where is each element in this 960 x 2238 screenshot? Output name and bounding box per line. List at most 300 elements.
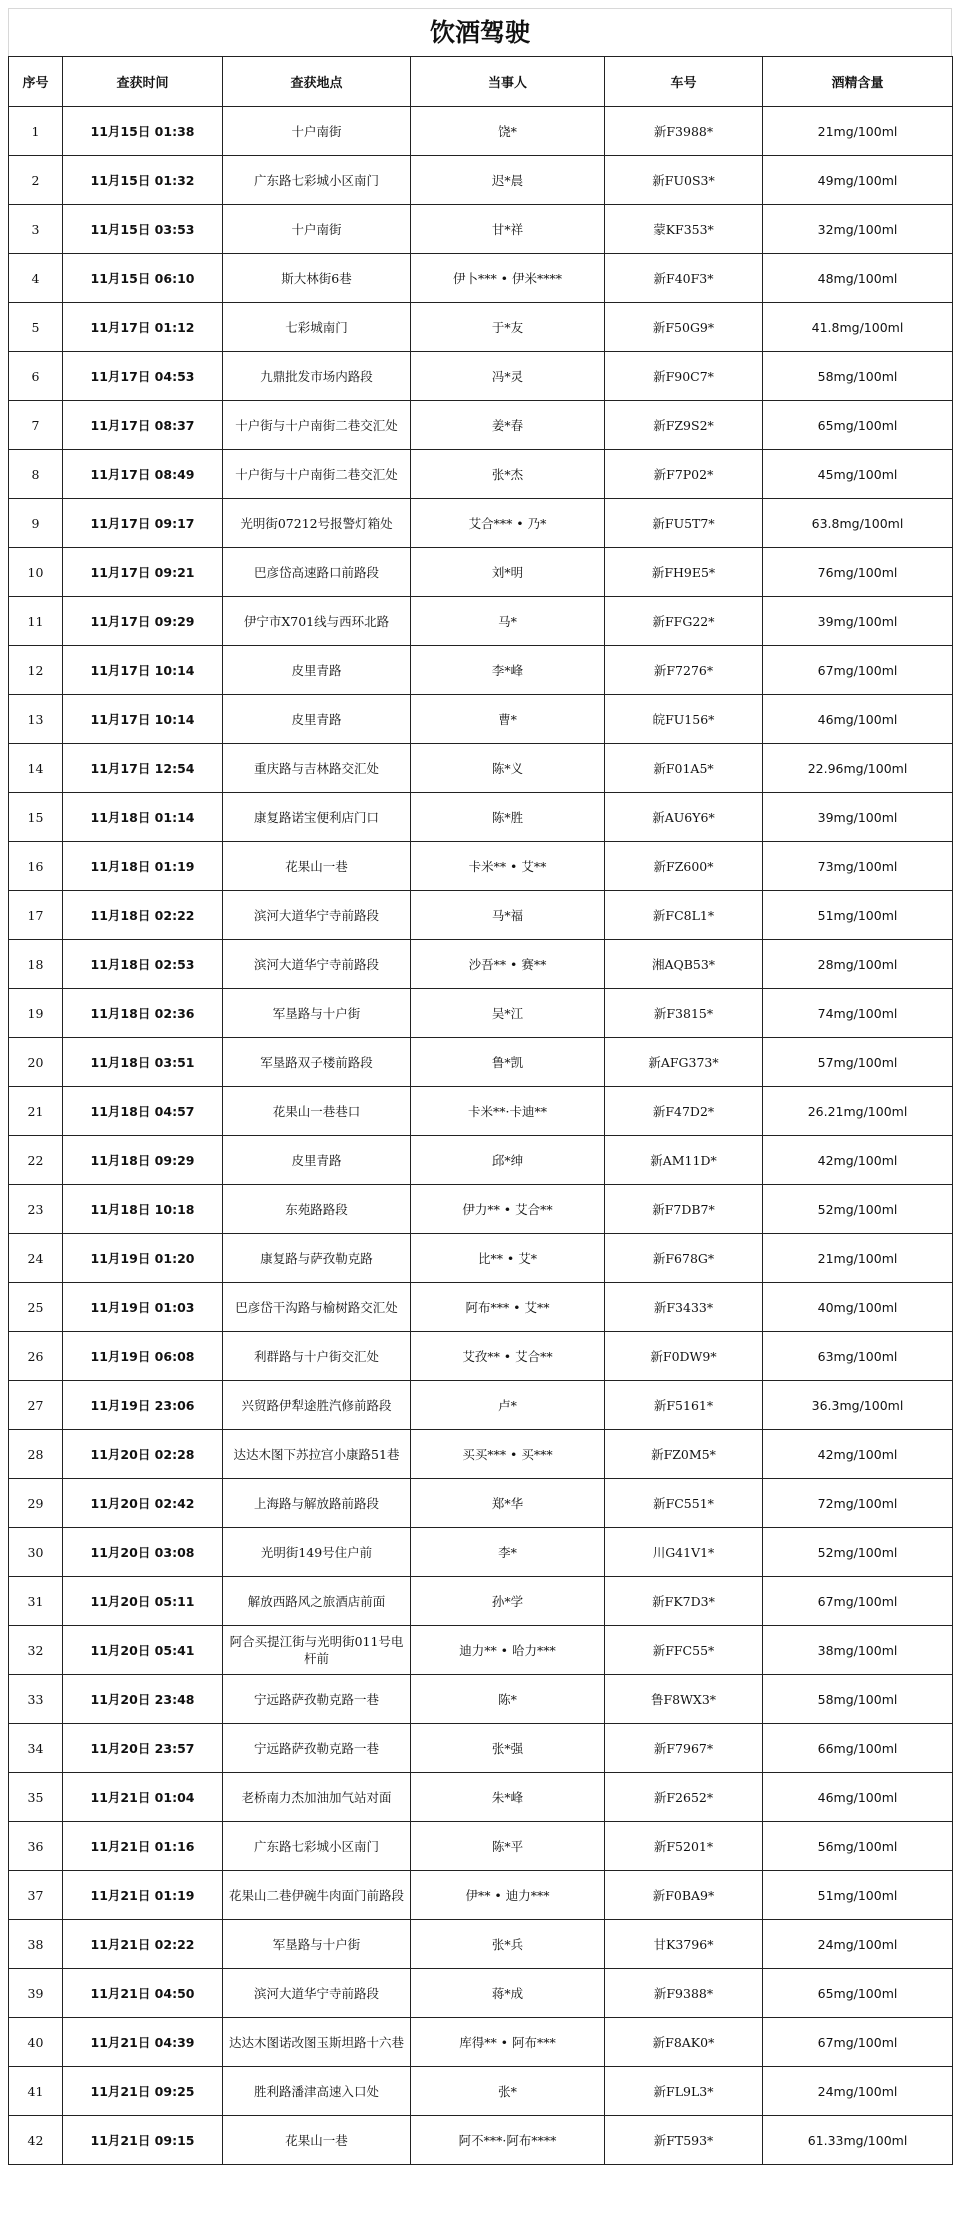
cell-no: 31 bbox=[9, 1577, 63, 1626]
cell-bac: 67mg/100ml bbox=[763, 2018, 953, 2067]
cell-no: 39 bbox=[9, 1969, 63, 2018]
cell-bac: 36.3mg/100ml bbox=[763, 1381, 953, 1430]
cell-person: 邱*绅 bbox=[411, 1136, 605, 1185]
table-row bbox=[9, 1430, 953, 1479]
table-row bbox=[9, 989, 953, 1038]
cell-person: 饶* bbox=[411, 107, 605, 156]
cell-plate: 新FH9E5* bbox=[605, 548, 763, 597]
cell-no: 6 bbox=[9, 352, 63, 401]
cell-time: 11月20日 03:08 bbox=[63, 1528, 223, 1577]
cell-person: 郑*华 bbox=[411, 1479, 605, 1528]
cell-plate: 新F5201* bbox=[605, 1822, 763, 1871]
place-text: 军垦路双子楼前路段 bbox=[260, 1054, 373, 1070]
cell-no: 1 bbox=[9, 107, 63, 156]
place-text: 光明街149号住户前 bbox=[260, 1544, 373, 1560]
cell-plate: 新FFG22* bbox=[605, 597, 763, 646]
place-text: 军垦路与十户街 bbox=[272, 1005, 361, 1021]
cell-place bbox=[223, 1577, 411, 1626]
cell-person: 艾合*** • 乃* bbox=[411, 499, 605, 548]
table-row bbox=[9, 695, 953, 744]
cell-time: 11月17日 08:49 bbox=[63, 450, 223, 499]
cell-time: 11月17日 12:54 bbox=[63, 744, 223, 793]
cell-person: 阿布*** • 艾** bbox=[411, 1283, 605, 1332]
place-text: 斯大林街6巷 bbox=[281, 270, 352, 286]
table-row bbox=[9, 548, 953, 597]
table-row bbox=[9, 1332, 953, 1381]
cell-bac: 24mg/100ml bbox=[763, 2067, 953, 2116]
table-row bbox=[9, 1087, 953, 1136]
cell-place bbox=[223, 1234, 411, 1283]
cell-time: 11月21日 04:39 bbox=[63, 2018, 223, 2067]
cell-person: 沙吾** • 赛** bbox=[411, 940, 605, 989]
cell-time: 11月17日 08:37 bbox=[63, 401, 223, 450]
cell-no: 33 bbox=[9, 1675, 63, 1724]
table-row bbox=[9, 2067, 953, 2116]
cell-no: 17 bbox=[9, 891, 63, 940]
cell-place bbox=[223, 1087, 411, 1136]
cell-bac: 46mg/100ml bbox=[763, 695, 953, 744]
table-row bbox=[9, 1528, 953, 1577]
cell-person: 吴*江 bbox=[411, 989, 605, 1038]
cell-person: 比** • 艾* bbox=[411, 1234, 605, 1283]
cell-place bbox=[223, 254, 411, 303]
cell-time: 11月18日 09:29 bbox=[63, 1136, 223, 1185]
cell-no: 28 bbox=[9, 1430, 63, 1479]
cell-place bbox=[223, 1724, 411, 1773]
cell-bac: 67mg/100ml bbox=[763, 1577, 953, 1626]
table-row bbox=[9, 1675, 953, 1724]
cell-bac: 66mg/100ml bbox=[763, 1724, 953, 1773]
cell-bac: 22.96mg/100ml bbox=[763, 744, 953, 793]
cell-person: 阿不***·阿布**** bbox=[411, 2116, 605, 2165]
cell-plate: 新FFC55* bbox=[605, 1626, 763, 1675]
cell-place bbox=[223, 793, 411, 842]
cell-person: 李*峰 bbox=[411, 646, 605, 695]
place-text: 十户街与十户南街二巷交汇处 bbox=[235, 417, 398, 433]
violations-table bbox=[8, 56, 953, 2165]
cell-bac: 56mg/100ml bbox=[763, 1822, 953, 1871]
cell-person: 曹* bbox=[411, 695, 605, 744]
cell-plate: 新AU6Y6* bbox=[605, 793, 763, 842]
cell-bac: 40mg/100ml bbox=[763, 1283, 953, 1332]
cell-time: 11月19日 01:03 bbox=[63, 1283, 223, 1332]
cell-bac: 52mg/100ml bbox=[763, 1185, 953, 1234]
cell-no: 38 bbox=[9, 1920, 63, 1969]
cell-place bbox=[223, 205, 411, 254]
cell-plate: 川G41V1* bbox=[605, 1528, 763, 1577]
cell-bac: 74mg/100ml bbox=[763, 989, 953, 1038]
cell-plate: 新F90C7* bbox=[605, 352, 763, 401]
cell-place bbox=[223, 1626, 411, 1675]
cell-time: 11月15日 03:53 bbox=[63, 205, 223, 254]
cell-time: 11月19日 23:06 bbox=[63, 1381, 223, 1430]
cell-person: 陈* bbox=[411, 1675, 605, 1724]
cell-bac: 24mg/100ml bbox=[763, 1920, 953, 1969]
cell-plate: 新F01A5* bbox=[605, 744, 763, 793]
cell-time: 11月21日 02:22 bbox=[63, 1920, 223, 1969]
header-no: 序号 bbox=[9, 57, 63, 107]
cell-plate: 新F0BA9* bbox=[605, 1871, 763, 1920]
cell-plate: 新AFG373* bbox=[605, 1038, 763, 1087]
cell-plate: 皖FU156* bbox=[605, 695, 763, 744]
cell-bac: 52mg/100ml bbox=[763, 1528, 953, 1577]
cell-place bbox=[223, 1871, 411, 1920]
cell-no: 12 bbox=[9, 646, 63, 695]
table-row bbox=[9, 2116, 953, 2165]
cell-person: 于*友 bbox=[411, 303, 605, 352]
place-text: 花果山一巷巷口 bbox=[272, 1103, 361, 1119]
cell-place bbox=[223, 891, 411, 940]
cell-person: 刘*明 bbox=[411, 548, 605, 597]
cell-time: 11月18日 01:19 bbox=[63, 842, 223, 891]
cell-time: 11月21日 01:04 bbox=[63, 1773, 223, 1822]
cell-no: 36 bbox=[9, 1822, 63, 1871]
cell-plate: 新F3815* bbox=[605, 989, 763, 1038]
cell-plate: 新F47D2* bbox=[605, 1087, 763, 1136]
cell-place bbox=[223, 548, 411, 597]
cell-time: 11月21日 01:19 bbox=[63, 1871, 223, 1920]
cell-bac: 41.8mg/100ml bbox=[763, 303, 953, 352]
cell-person: 卡米**·卡迪** bbox=[411, 1087, 605, 1136]
table-row bbox=[9, 842, 953, 891]
cell-time: 11月21日 04:50 bbox=[63, 1969, 223, 2018]
cell-time: 11月21日 09:15 bbox=[63, 2116, 223, 2165]
cell-no: 27 bbox=[9, 1381, 63, 1430]
cell-plate: 新F678G* bbox=[605, 1234, 763, 1283]
place-text: 广东路七彩城小区南门 bbox=[253, 1838, 379, 1854]
cell-time: 11月17日 09:21 bbox=[63, 548, 223, 597]
cell-no: 32 bbox=[9, 1626, 63, 1675]
cell-bac: 46mg/100ml bbox=[763, 1773, 953, 1822]
cell-place bbox=[223, 303, 411, 352]
cell-place bbox=[223, 646, 411, 695]
place-text: 花果山一巷 bbox=[285, 2132, 348, 2148]
cell-place bbox=[223, 1185, 411, 1234]
cell-person: 李* bbox=[411, 1528, 605, 1577]
cell-place bbox=[223, 842, 411, 891]
cell-person: 张*杰 bbox=[411, 450, 605, 499]
cell-bac: 58mg/100ml bbox=[763, 352, 953, 401]
cell-bac: 26.21mg/100ml bbox=[763, 1087, 953, 1136]
cell-no: 3 bbox=[9, 205, 63, 254]
cell-no: 11 bbox=[9, 597, 63, 646]
cell-bac: 51mg/100ml bbox=[763, 891, 953, 940]
table-row bbox=[9, 1479, 953, 1528]
cell-no: 8 bbox=[9, 450, 63, 499]
cell-time: 11月18日 02:22 bbox=[63, 891, 223, 940]
cell-person: 迟*晨 bbox=[411, 156, 605, 205]
cell-bac: 63.8mg/100ml bbox=[763, 499, 953, 548]
cell-no: 21 bbox=[9, 1087, 63, 1136]
cell-place bbox=[223, 1528, 411, 1577]
cell-place bbox=[223, 597, 411, 646]
cell-no: 5 bbox=[9, 303, 63, 352]
cell-plate: 新FL9L3* bbox=[605, 2067, 763, 2116]
cell-time: 11月15日 01:32 bbox=[63, 156, 223, 205]
cell-no: 22 bbox=[9, 1136, 63, 1185]
cell-bac: 28mg/100ml bbox=[763, 940, 953, 989]
place-text: 巴彦岱高速路口前路段 bbox=[253, 564, 379, 580]
table-row bbox=[9, 1773, 953, 1822]
cell-plate: 新FK7D3* bbox=[605, 1577, 763, 1626]
cell-time: 11月19日 06:08 bbox=[63, 1332, 223, 1381]
table-row bbox=[9, 744, 953, 793]
cell-place bbox=[223, 1381, 411, 1430]
cell-person: 伊** • 迪力*** bbox=[411, 1871, 605, 1920]
cell-no: 42 bbox=[9, 2116, 63, 2165]
cell-time: 11月15日 01:38 bbox=[63, 107, 223, 156]
cell-place bbox=[223, 989, 411, 1038]
cell-bac: 45mg/100ml bbox=[763, 450, 953, 499]
cell-no: 30 bbox=[9, 1528, 63, 1577]
cell-no: 13 bbox=[9, 695, 63, 744]
place-text: 皮里青路 bbox=[291, 1152, 342, 1168]
place-text: 七彩城南门 bbox=[285, 319, 348, 335]
cell-bac: 39mg/100ml bbox=[763, 793, 953, 842]
place-text: 滨河大道华宁寺前路段 bbox=[253, 907, 379, 923]
cell-person: 伊力** • 艾合** bbox=[411, 1185, 605, 1234]
cell-place bbox=[223, 1920, 411, 1969]
cell-no: 29 bbox=[9, 1479, 63, 1528]
cell-bac: 72mg/100ml bbox=[763, 1479, 953, 1528]
table-row bbox=[9, 303, 953, 352]
cell-time: 11月19日 01:20 bbox=[63, 1234, 223, 1283]
table-row bbox=[9, 940, 953, 989]
table-row bbox=[9, 2018, 953, 2067]
cell-time: 11月21日 09:25 bbox=[63, 2067, 223, 2116]
cell-person: 卢* bbox=[411, 1381, 605, 1430]
cell-bac: 51mg/100ml bbox=[763, 1871, 953, 1920]
cell-place bbox=[223, 1675, 411, 1724]
header-plate: 车号 bbox=[605, 57, 763, 107]
cell-bac: 39mg/100ml bbox=[763, 597, 953, 646]
cell-person: 张*兵 bbox=[411, 1920, 605, 1969]
cell-bac: 57mg/100ml bbox=[763, 1038, 953, 1087]
cell-no: 4 bbox=[9, 254, 63, 303]
cell-plate: 湘AQB53* bbox=[605, 940, 763, 989]
cell-plate: 新F0DW9* bbox=[605, 1332, 763, 1381]
cell-plate: 鲁F8WX3* bbox=[605, 1675, 763, 1724]
cell-person: 孙*学 bbox=[411, 1577, 605, 1626]
cell-person: 库得** • 阿布*** bbox=[411, 2018, 605, 2067]
cell-place bbox=[223, 401, 411, 450]
cell-bac: 49mg/100ml bbox=[763, 156, 953, 205]
cell-time: 11月17日 09:29 bbox=[63, 597, 223, 646]
cell-time: 11月20日 05:41 bbox=[63, 1626, 223, 1675]
cell-place bbox=[223, 1969, 411, 2018]
cell-no: 26 bbox=[9, 1332, 63, 1381]
cell-bac: 58mg/100ml bbox=[763, 1675, 953, 1724]
place-text: 十户南街 bbox=[291, 123, 342, 139]
cell-plate: 新FZ600* bbox=[605, 842, 763, 891]
cell-no: 15 bbox=[9, 793, 63, 842]
cell-person: 蒋*成 bbox=[411, 1969, 605, 2018]
cell-time: 11月17日 01:12 bbox=[63, 303, 223, 352]
cell-no: 14 bbox=[9, 744, 63, 793]
header-person: 当事人 bbox=[411, 57, 605, 107]
cell-plate: 新F40F3* bbox=[605, 254, 763, 303]
cell-bac: 21mg/100ml bbox=[763, 1234, 953, 1283]
cell-bac: 21mg/100ml bbox=[763, 107, 953, 156]
cell-plate: 甘K3796* bbox=[605, 1920, 763, 1969]
cell-plate: 新FC551* bbox=[605, 1479, 763, 1528]
table-row bbox=[9, 107, 953, 156]
cell-place bbox=[223, 1822, 411, 1871]
cell-place bbox=[223, 1430, 411, 1479]
cell-plate: 新F7276* bbox=[605, 646, 763, 695]
table-row bbox=[9, 1283, 953, 1332]
cell-plate: 蒙KF353* bbox=[605, 205, 763, 254]
cell-place bbox=[223, 450, 411, 499]
place-text: 康复路诺宝便利店门口 bbox=[253, 809, 379, 825]
cell-time: 11月20日 02:28 bbox=[63, 1430, 223, 1479]
cell-person: 艾孜** • 艾合** bbox=[411, 1332, 605, 1381]
cell-person: 马* bbox=[411, 597, 605, 646]
document-sheet bbox=[8, 8, 952, 2165]
table-row bbox=[9, 1969, 953, 2018]
cell-place bbox=[223, 1283, 411, 1332]
cell-no: 19 bbox=[9, 989, 63, 1038]
cell-no: 9 bbox=[9, 499, 63, 548]
place-text: 广东路七彩城小区南门 bbox=[253, 172, 379, 188]
place-text: 花果山二巷伊碗牛肉面门前路段 bbox=[228, 1887, 404, 1903]
cell-person: 鲁*凯 bbox=[411, 1038, 605, 1087]
table-row bbox=[9, 1136, 953, 1185]
cell-time: 11月18日 01:14 bbox=[63, 793, 223, 842]
place-text: 宁远路萨孜勒克路一巷 bbox=[253, 1691, 379, 1707]
cell-place bbox=[223, 940, 411, 989]
cell-time: 11月17日 10:14 bbox=[63, 646, 223, 695]
table-row bbox=[9, 1381, 953, 1430]
cell-time: 11月17日 10:14 bbox=[63, 695, 223, 744]
cell-plate: 新F3988* bbox=[605, 107, 763, 156]
cell-no: 2 bbox=[9, 156, 63, 205]
cell-plate: 新FZ9S2* bbox=[605, 401, 763, 450]
cell-time: 11月18日 10:18 bbox=[63, 1185, 223, 1234]
cell-place bbox=[223, 695, 411, 744]
place-text: 上海路与解放路前路段 bbox=[253, 1495, 379, 1511]
place-text: 解放西路风之旅酒店前面 bbox=[247, 1593, 386, 1609]
cell-time: 11月20日 23:57 bbox=[63, 1724, 223, 1773]
cell-plate: 新AM11D* bbox=[605, 1136, 763, 1185]
cell-person: 陈*义 bbox=[411, 744, 605, 793]
table-row bbox=[9, 646, 953, 695]
cell-person: 姜*春 bbox=[411, 401, 605, 450]
cell-person: 冯*灵 bbox=[411, 352, 605, 401]
cell-person: 张*强 bbox=[411, 1724, 605, 1773]
cell-no: 18 bbox=[9, 940, 63, 989]
cell-plate: 新FT593* bbox=[605, 2116, 763, 2165]
cell-bac: 67mg/100ml bbox=[763, 646, 953, 695]
place-text: 军垦路与十户街 bbox=[272, 1936, 361, 1952]
place-text: 东苑路路段 bbox=[285, 1201, 348, 1217]
cell-no: 25 bbox=[9, 1283, 63, 1332]
cell-time: 11月20日 23:48 bbox=[63, 1675, 223, 1724]
place-text: 老桥南力杰加油加气站对面 bbox=[241, 1789, 392, 1805]
place-text: 皮里青路 bbox=[291, 711, 342, 727]
cell-no: 20 bbox=[9, 1038, 63, 1087]
cell-no: 40 bbox=[9, 2018, 63, 2067]
place-text: 花果山一巷 bbox=[285, 858, 348, 874]
cell-no: 16 bbox=[9, 842, 63, 891]
cell-time: 11月15日 06:10 bbox=[63, 254, 223, 303]
place-text: 胜利路潘津高速入口处 bbox=[253, 2083, 379, 2099]
cell-plate: 新FZ0M5* bbox=[605, 1430, 763, 1479]
cell-bac: 48mg/100ml bbox=[763, 254, 953, 303]
page-title: 饮酒驾驶 bbox=[8, 8, 952, 56]
table-row bbox=[9, 1185, 953, 1234]
table-row bbox=[9, 1822, 953, 1871]
cell-plate: 新FU5T7* bbox=[605, 499, 763, 548]
table-row bbox=[9, 1626, 953, 1675]
cell-place bbox=[223, 1332, 411, 1381]
cell-time: 11月20日 05:11 bbox=[63, 1577, 223, 1626]
cell-place bbox=[223, 744, 411, 793]
cell-place bbox=[223, 107, 411, 156]
place-text: 滨河大道华宁寺前路段 bbox=[253, 1985, 379, 2001]
cell-person: 马*福 bbox=[411, 891, 605, 940]
place-text: 重庆路与吉林路交汇处 bbox=[253, 760, 379, 776]
cell-plate: 新FU0S3* bbox=[605, 156, 763, 205]
cell-person: 甘*祥 bbox=[411, 205, 605, 254]
table-row bbox=[9, 1871, 953, 1920]
cell-place bbox=[223, 156, 411, 205]
cell-no: 10 bbox=[9, 548, 63, 597]
header-bac: 酒精含量 bbox=[763, 57, 953, 107]
place-text: 十户街与十户南街二巷交汇处 bbox=[235, 466, 398, 482]
cell-plate: 新F3433* bbox=[605, 1283, 763, 1332]
cell-bac: 65mg/100ml bbox=[763, 401, 953, 450]
table-row bbox=[9, 597, 953, 646]
cell-bac: 38mg/100ml bbox=[763, 1626, 953, 1675]
cell-no: 7 bbox=[9, 401, 63, 450]
cell-bac: 76mg/100ml bbox=[763, 548, 953, 597]
cell-bac: 63mg/100ml bbox=[763, 1332, 953, 1381]
place-text: 十户南街 bbox=[291, 221, 342, 237]
table-header-row bbox=[9, 57, 953, 107]
table-row bbox=[9, 891, 953, 940]
cell-no: 23 bbox=[9, 1185, 63, 1234]
place-text: 巴彦岱干沟路与榆树路交汇处 bbox=[235, 1299, 398, 1315]
cell-person: 朱*峰 bbox=[411, 1773, 605, 1822]
cell-plate: 新F7P02* bbox=[605, 450, 763, 499]
cell-person: 迪力** • 哈力*** bbox=[411, 1626, 605, 1675]
cell-bac: 61.33mg/100ml bbox=[763, 2116, 953, 2165]
table-row bbox=[9, 1038, 953, 1087]
place-text: 滨河大道华宁寺前路段 bbox=[253, 956, 379, 972]
cell-place bbox=[223, 1038, 411, 1087]
cell-time: 11月18日 03:51 bbox=[63, 1038, 223, 1087]
cell-plate: 新F5161* bbox=[605, 1381, 763, 1430]
cell-bac: 32mg/100ml bbox=[763, 205, 953, 254]
cell-place bbox=[223, 352, 411, 401]
table-row bbox=[9, 205, 953, 254]
cell-person: 张* bbox=[411, 2067, 605, 2116]
cell-plate: 新F7967* bbox=[605, 1724, 763, 1773]
table-row bbox=[9, 1724, 953, 1773]
cell-plate: 新FC8L1* bbox=[605, 891, 763, 940]
cell-time: 11月20日 02:42 bbox=[63, 1479, 223, 1528]
cell-bac: 73mg/100ml bbox=[763, 842, 953, 891]
cell-place bbox=[223, 2067, 411, 2116]
cell-place bbox=[223, 1479, 411, 1528]
cell-time: 11月18日 04:57 bbox=[63, 1087, 223, 1136]
cell-person: 卡米** • 艾** bbox=[411, 842, 605, 891]
cell-no: 24 bbox=[9, 1234, 63, 1283]
cell-plate: 新F9388* bbox=[605, 1969, 763, 2018]
place-text: 达达木图诺改图玉斯坦路十六巷 bbox=[228, 2034, 404, 2050]
cell-place bbox=[223, 1136, 411, 1185]
